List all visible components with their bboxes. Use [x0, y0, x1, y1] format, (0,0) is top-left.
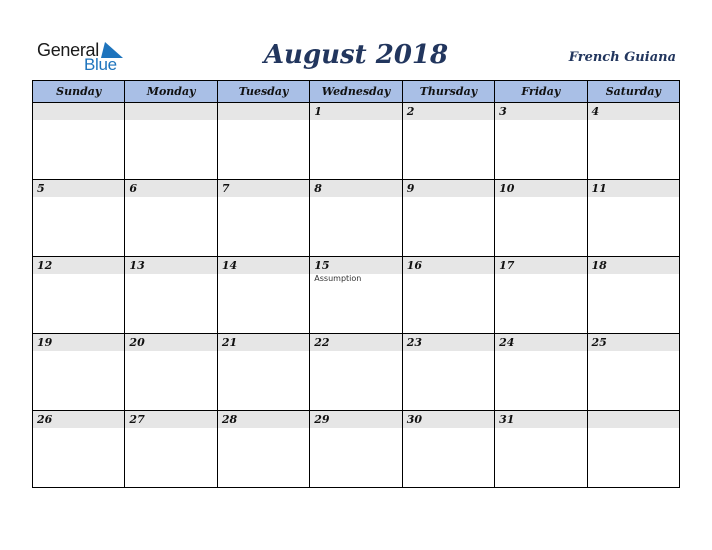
- day-number: 9: [403, 180, 494, 197]
- day-number: 25: [588, 334, 679, 351]
- day-cell: [587, 103, 679, 180]
- day-cell: [217, 257, 309, 334]
- day-cell: [310, 180, 402, 257]
- week-row: [33, 334, 680, 411]
- day-cell: [495, 103, 587, 180]
- day-cell: [33, 180, 125, 257]
- day-number: [218, 103, 309, 120]
- day-number: 22: [310, 334, 401, 351]
- day-number: 17: [495, 257, 586, 274]
- day-number: 6: [125, 180, 216, 197]
- day-number: 30: [403, 411, 494, 428]
- day-cell: [495, 180, 587, 257]
- day-number: 7: [218, 180, 309, 197]
- day-number: [588, 411, 679, 428]
- weekday-header-row: [33, 81, 680, 103]
- day-number: 16: [403, 257, 494, 274]
- day-cell: [587, 257, 679, 334]
- day-number: 23: [403, 334, 494, 351]
- day-number: 13: [125, 257, 216, 274]
- day-cell: [125, 257, 217, 334]
- day-cell: [587, 334, 679, 411]
- day-cell: [310, 103, 402, 180]
- day-cell: [495, 334, 587, 411]
- day-number: 19: [33, 334, 124, 351]
- day-number: 28: [218, 411, 309, 428]
- day-cell: [402, 334, 494, 411]
- weekday-header-wednesday: Wednesday: [310, 81, 402, 103]
- day-number: [33, 103, 124, 120]
- day-cell: [125, 103, 217, 180]
- day-number: 4: [588, 103, 679, 120]
- day-number: [125, 103, 216, 120]
- day-cell: [587, 411, 679, 488]
- weekday-header-saturday: Saturday: [587, 81, 679, 103]
- day-cell: [217, 411, 309, 488]
- day-number: 21: [218, 334, 309, 351]
- day-cell: [495, 411, 587, 488]
- day-cell: [217, 103, 309, 180]
- day-cell: [402, 411, 494, 488]
- week-row: [33, 257, 680, 334]
- weekday-header-sunday: Sunday: [33, 81, 125, 103]
- day-cell: [33, 334, 125, 411]
- day-number: 5: [33, 180, 124, 197]
- day-number: 11: [588, 180, 679, 197]
- day-cell: [33, 411, 125, 488]
- holiday-label: Assumption: [314, 274, 362, 283]
- logo-text-blue: Blue: [84, 55, 117, 74]
- day-cell: [125, 180, 217, 257]
- calendar-grid: [32, 80, 680, 488]
- day-number: 29: [310, 411, 401, 428]
- page-title: August 2018: [263, 40, 449, 70]
- day-number: 26: [33, 411, 124, 428]
- day-cell: [217, 334, 309, 411]
- day-cell: [125, 411, 217, 488]
- logo-text-general: General: [37, 40, 99, 60]
- weekday-header-thursday: Thursday: [402, 81, 494, 103]
- day-cell: [125, 334, 217, 411]
- weekday-header-monday: Monday: [125, 81, 217, 103]
- weekday-header-friday: Friday: [495, 81, 587, 103]
- day-cell: [310, 411, 402, 488]
- day-number: 2: [403, 103, 494, 120]
- day-number: 1: [310, 103, 401, 120]
- day-number: 20: [125, 334, 216, 351]
- day-number: 3: [495, 103, 586, 120]
- day-cell: [402, 257, 494, 334]
- day-cell: [587, 180, 679, 257]
- week-row: [33, 180, 680, 257]
- day-number: 10: [495, 180, 586, 197]
- day-number: 12: [33, 257, 124, 274]
- day-number: 15: [310, 257, 401, 274]
- day-cell: [495, 257, 587, 334]
- day-number: 18: [588, 257, 679, 274]
- week-row: [33, 411, 680, 488]
- day-cell: [402, 180, 494, 257]
- day-number: 14: [218, 257, 309, 274]
- region-label: French Guiana: [568, 50, 676, 65]
- day-cell: [33, 103, 125, 180]
- day-cell: [310, 334, 402, 411]
- weekday-header-tuesday: Tuesday: [217, 81, 309, 103]
- day-number: 31: [495, 411, 586, 428]
- day-number: 8: [310, 180, 401, 197]
- day-cell: [33, 257, 125, 334]
- day-number: 27: [125, 411, 216, 428]
- week-row: [33, 103, 680, 180]
- day-cell: [402, 103, 494, 180]
- day-number: 24: [495, 334, 586, 351]
- day-cell: [217, 180, 309, 257]
- day-cell: [310, 257, 402, 334]
